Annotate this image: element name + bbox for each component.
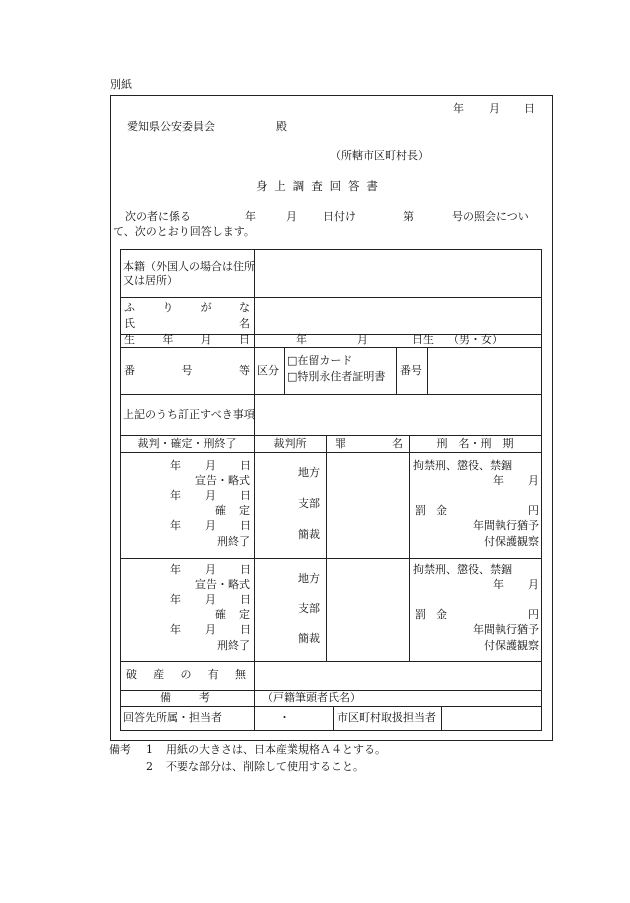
rec2-penalty-types: 拘禁刑、懲役、禁錮: [413, 563, 512, 576]
rec2-end-day: 日: [240, 623, 251, 636]
rec2-declare-type: 宣告・略式: [195, 578, 250, 591]
number-label: 番号: [400, 364, 422, 377]
remarks-char: 備: [160, 691, 171, 704]
furigana-char: り: [162, 301, 174, 314]
table-line: [326, 435, 327, 662]
table-line: [120, 661, 541, 662]
rec1-final-month: 月: [205, 489, 216, 502]
rec2-probation: 付保護観察: [484, 639, 539, 652]
header-crime-char: 名: [392, 437, 403, 450]
note-2-number: 2: [146, 760, 153, 773]
rec2-fine-yen: 円: [528, 608, 539, 621]
table-line: [409, 435, 410, 662]
birth-day: 日生: [412, 333, 434, 346]
rec2-court-district: 地方: [298, 572, 320, 585]
office-in-charge: （所轄市区町村長）: [330, 149, 429, 162]
rec2-suspension: 年間執行猶予: [473, 623, 539, 636]
notes-label: 備考: [109, 743, 131, 756]
rec2-end-label: 刑終了: [217, 639, 250, 652]
rec1-declare-day: 日: [240, 459, 251, 472]
rec1-end-day: 日: [240, 519, 251, 532]
table-line: [284, 347, 285, 394]
table-line: [396, 347, 397, 394]
rec1-final-label: [215, 505, 250, 518]
id-char: 番: [124, 364, 135, 377]
bankruptcy-label: [126, 669, 246, 682]
header-crime: [335, 438, 403, 451]
rec1-end-year: 年: [170, 519, 181, 532]
rec1-end-label: 刑終了: [217, 535, 250, 548]
rec1-penalty-types: 拘禁刑、懲役、禁錮: [413, 459, 512, 472]
rec2-final-label: [215, 609, 250, 622]
honorific: 殿: [276, 120, 287, 133]
id-label: [124, 365, 250, 378]
birth-char: 月: [200, 333, 212, 346]
intro-prefix: 次の者に係る: [125, 210, 191, 223]
special-cert-option[interactable]: □特別永住者証明書: [287, 370, 386, 383]
table-line: [427, 347, 428, 394]
remarks-char: 考: [199, 691, 210, 704]
bankruptcy-char: 産: [153, 668, 165, 681]
rec1-declare-year: 年: [170, 459, 181, 472]
rec2-end-year: 年: [170, 623, 181, 636]
rec1-final-year: 年: [170, 489, 181, 502]
birth-year: 年: [296, 333, 307, 346]
rec2-final-month: 月: [205, 593, 216, 606]
respondent-label: 回答先所属・担当者: [123, 711, 222, 724]
rec1-fine-char2: 金: [436, 504, 447, 517]
birth-label: [124, 334, 250, 347]
rec2-declare-day: 日: [240, 563, 251, 576]
table-line: [441, 706, 442, 731]
header-penalty: 刑 名・刑 期: [436, 437, 514, 450]
table-line: [120, 435, 541, 436]
note-1-text: 用紙の大きさは、日本産業規格Ａ４とする。: [166, 743, 386, 756]
rec1-probation: 付保護観察: [484, 535, 539, 548]
rec2-end-month: 月: [205, 623, 216, 636]
intro-inquiry: 号の照会につい: [452, 210, 529, 223]
rec2-fine-char2: 金: [436, 608, 447, 621]
table-line: [254, 706, 255, 731]
rec2-court-summary: 簡裁: [298, 632, 320, 645]
birth-char: 日: [238, 333, 250, 346]
birth-month: 月: [357, 333, 368, 346]
table-line: [254, 661, 255, 707]
rec1-court-branch: 支部: [298, 497, 320, 510]
date-year: 年: [453, 102, 464, 115]
furigana-char: な: [238, 301, 250, 314]
rec2-court-branch: 支部: [298, 602, 320, 615]
rec1-final-day: 日: [240, 489, 251, 502]
table-line: [120, 249, 541, 250]
bankruptcy-char: 無: [235, 668, 246, 681]
table-line: [120, 249, 121, 731]
rec1-final-char: 確: [215, 504, 226, 517]
rec1-final-char: 定: [239, 504, 250, 517]
rec2-penalty-year: 年: [493, 578, 504, 591]
intro-line2: て、次のとおり回答します。: [113, 225, 255, 238]
header-court: 裁判所: [273, 437, 307, 450]
table-line: [120, 394, 541, 395]
gender: （男・女）: [448, 333, 503, 346]
birth-char: 年: [162, 333, 174, 346]
furigana-char: ふ: [124, 301, 135, 314]
bankruptcy-char: の: [180, 668, 192, 681]
id-char: 号: [181, 364, 193, 377]
table-line: [120, 347, 541, 348]
note-2-text: 不要な部分は、削除して使用すること。: [166, 760, 364, 773]
kubun-label: 区分: [257, 364, 279, 377]
family-head-label: （戸籍筆頭者氏名）: [262, 691, 361, 704]
name-char: 名: [239, 317, 250, 330]
table-line: [120, 730, 541, 731]
note-1-number: 1: [146, 743, 153, 756]
table-line: [120, 297, 541, 298]
table-line: [541, 249, 542, 731]
date-day: 日: [524, 102, 535, 115]
rec1-court-summary: 簡裁: [298, 528, 320, 541]
rec1-penalty-year: 年: [493, 474, 504, 487]
addressee: 愛知県公安委員会: [127, 120, 215, 133]
rec1-end-month: 月: [205, 519, 216, 532]
rec2-penalty-month: 月: [528, 578, 539, 591]
respondent-separator: ・: [279, 711, 290, 724]
rec1-fine-yen: 円: [528, 504, 539, 517]
furigana-char: が: [200, 301, 212, 314]
rec1-fine-char1: 罰: [415, 504, 426, 517]
rec1-declare-type: 宣告・略式: [195, 474, 250, 487]
furigana-label: [124, 302, 250, 315]
rec2-declare-month: 月: [205, 563, 216, 576]
name-char: 氏: [124, 317, 135, 330]
correction-label: 上記のうち訂正すべき事項: [123, 408, 255, 421]
date-month: 月: [489, 102, 500, 115]
header-crime-char: 罪: [335, 437, 346, 450]
rec2-final-year: 年: [170, 593, 181, 606]
intro-year: 年: [245, 210, 256, 223]
name-label: [124, 318, 250, 331]
header-judgment: 裁判・確定・刑終了: [137, 437, 237, 450]
city-officer-label: 市区町村取扱担当者: [337, 711, 436, 724]
intro-month: 月: [286, 210, 297, 223]
bankruptcy-char: 有: [207, 668, 219, 681]
rec2-declare-year: 年: [170, 563, 181, 576]
table-line: [120, 706, 541, 707]
attachment-label: 別紙: [110, 78, 132, 91]
rec2-final-char: 確: [215, 608, 226, 621]
birth-char: 生: [124, 333, 135, 346]
bankruptcy-char: 破: [126, 668, 137, 681]
id-char: 等: [239, 364, 250, 377]
rec1-penalty-month: 月: [528, 474, 539, 487]
residence-card-option[interactable]: □在留カード: [287, 354, 353, 367]
intro-number-prefix: 第: [403, 210, 414, 223]
rec1-declare-month: 月: [205, 459, 216, 472]
rec2-final-char: 定: [239, 608, 250, 621]
table-line: [333, 706, 334, 731]
table-line: [120, 558, 541, 559]
rec1-suspension: 年間執行猶予: [473, 519, 539, 532]
honseki-label-line2: 又は居所）: [123, 274, 178, 287]
remarks-label: [160, 692, 210, 705]
intro-date: 日付け: [323, 210, 356, 223]
table-line: [120, 452, 541, 453]
honseki-label-line1: 本籍（外国人の場合は住所: [123, 260, 255, 273]
document-title: 身上調査回答書: [256, 179, 385, 193]
rec2-fine-char1: 罰: [415, 608, 426, 621]
rec1-court-district: 地方: [298, 466, 320, 479]
rec2-final-day: 日: [240, 593, 251, 606]
table-line: [254, 435, 255, 662]
